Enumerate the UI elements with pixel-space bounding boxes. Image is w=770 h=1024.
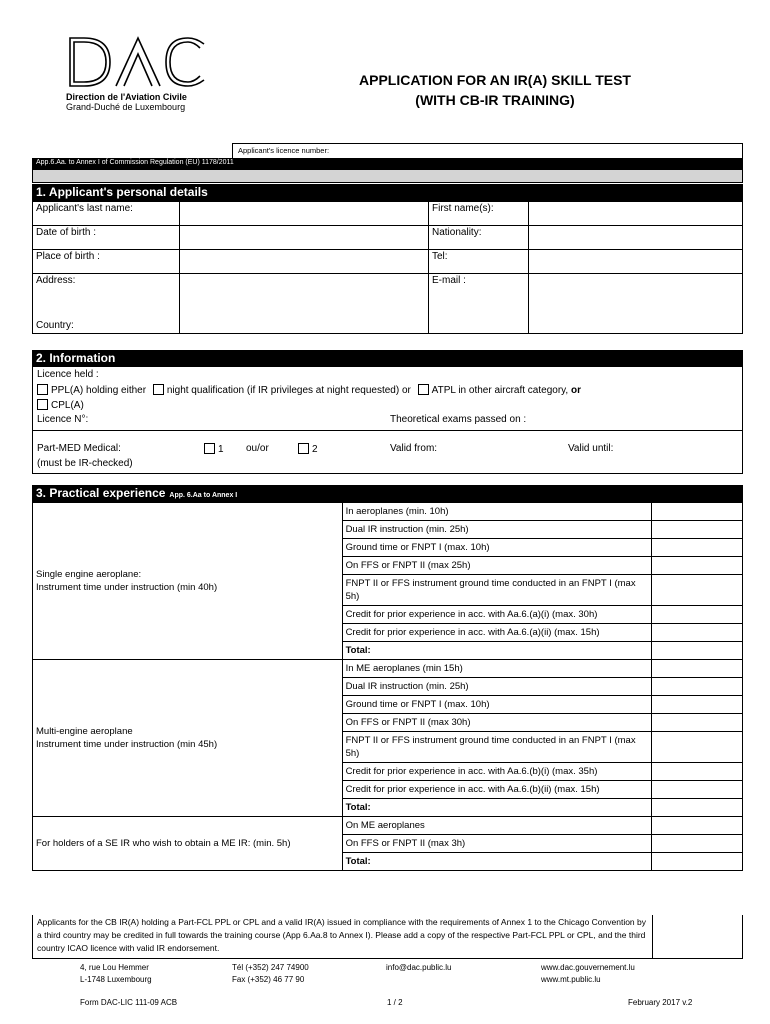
section2-heading: 2. Information — [32, 350, 743, 367]
group-label-line1: For holders of a SE IR who wish to obtain a ME IR: (min. 5h) — [36, 838, 291, 849]
first-name-input[interactable] — [529, 202, 743, 226]
valid-until-label: Valid until: — [568, 443, 614, 454]
class2-label: 2 — [312, 444, 318, 455]
class2-option — [298, 443, 318, 455]
valid-from-label: Valid from: — [390, 443, 438, 454]
footer-address2: L-1748 Luxembourg — [80, 975, 152, 984]
hours-input[interactable] — [652, 606, 743, 624]
experience-item: In aeroplanes (min. 10h) — [342, 503, 652, 521]
night-label: night qualification (if IR privileges at night requested) or — [166, 385, 411, 396]
logo-line1: Direction de l'Aviation Civile — [66, 92, 187, 102]
experience-item: On FFS or FNPT II (max 3h) — [342, 835, 652, 853]
experience-item: Ground time or FNPT I (max. 10h) — [342, 696, 652, 714]
footer-date: February 2017 v.2 — [628, 998, 693, 1007]
group-label-line2: Instrument time under instruction (min 40h) — [36, 582, 218, 593]
group-label-line1: Multi-engine aeroplane — [36, 726, 133, 737]
country-label: Country: — [36, 320, 74, 331]
or-label: or — [570, 385, 581, 396]
last-name-label: Applicant's last name: — [33, 202, 180, 226]
cpl-checkbox[interactable] — [37, 399, 48, 410]
divider — [33, 430, 742, 431]
group-label — [33, 660, 343, 817]
licence-number-field[interactable] — [232, 143, 743, 158]
regulation-bar: App.6.Aa. to Annex I of Commission Regulation (EU) 1178/2011 — [32, 158, 743, 170]
email-label: E-mail : — [429, 274, 529, 334]
cb-ir-note: Applicants for the CB IR(A) holding a Part-FCL PPL or CPL and a valid IR(A) issued in compliance with the requirements of Annex 1 to the Chicago Convention by a third country may be credited in full towards the training course (App 6.Aa.8 to Annex I). Please add a copy of the respective Part-FCL PPL or CPL, and the third country ICAO licence with valid IR endorsement. — [32, 915, 653, 959]
experience-item: FNPT II or FFS instrument ground time conducted in an FNPT I (max 5h) — [342, 732, 652, 763]
pob-input[interactable] — [180, 250, 429, 274]
experience-item: FNPT II or FFS instrument ground time conducted in an FNPT I (max 5h) — [342, 575, 652, 606]
address-label: Address: — [36, 275, 76, 286]
experience-item: Dual IR instruction (min. 25h) — [342, 678, 652, 696]
cpl-option — [37, 399, 84, 411]
experience-item: Credit for prior experience in acc. with Aa.6.(b)(i) (max. 35h) — [342, 763, 652, 781]
hours-input[interactable] — [652, 503, 743, 521]
section3-heading — [32, 485, 743, 502]
nationality-label: Nationality: — [429, 226, 529, 250]
dac-logo — [66, 34, 216, 112]
nationality-input[interactable] — [529, 226, 743, 250]
page-title — [300, 70, 690, 110]
email-input[interactable] — [529, 274, 743, 334]
table-row — [33, 503, 743, 521]
class1-option — [204, 443, 224, 455]
practical-experience-table — [32, 502, 743, 871]
licence-options — [37, 384, 581, 396]
experience-item: Credit for prior experience in acc. with Aa.6.(b)(ii) (max. 15h) — [342, 781, 652, 799]
licence-held-label: Licence held : — [37, 369, 99, 380]
theoretical-label: Theoretical exams passed on : — [390, 414, 527, 425]
hours-input[interactable] — [652, 521, 743, 539]
tel-input[interactable] — [529, 250, 743, 274]
hours-input[interactable] — [652, 853, 743, 871]
group-label — [33, 817, 343, 871]
experience-item: On ME aeroplanes — [342, 817, 652, 835]
logo-line2: Grand-Duché de Luxembourg — [66, 102, 186, 112]
group-label — [33, 503, 343, 660]
class2-checkbox[interactable] — [298, 443, 309, 454]
class1-checkbox[interactable] — [204, 443, 215, 454]
pob-label: Place of birth : — [33, 250, 180, 274]
dac-logo-mark — [66, 34, 211, 90]
grey-spacer — [32, 170, 743, 183]
atpl-checkbox[interactable] — [418, 384, 429, 395]
class1-label: 1 — [218, 444, 224, 455]
licence-number-label: Applicant's licence number: — [238, 146, 330, 155]
total-label: Total: — [342, 642, 652, 660]
dob-input[interactable] — [180, 226, 429, 250]
table-row — [33, 817, 743, 835]
experience-item: Credit for prior experience in acc. with Aa.6.(a)(i) (max. 30h) — [342, 606, 652, 624]
address-input[interactable] — [180, 274, 429, 334]
hours-input[interactable] — [652, 817, 743, 835]
experience-item: In ME aeroplanes (min 15h) — [342, 660, 652, 678]
title-line1: APPLICATION FOR AN IR(A) SKILL TEST — [359, 72, 631, 88]
licence-no-label: Licence N°: — [37, 414, 89, 425]
total-label: Total: — [342, 853, 652, 871]
hours-input[interactable] — [652, 557, 743, 575]
night-checkbox[interactable] — [153, 384, 164, 395]
first-name-label: First name(s): — [429, 202, 529, 226]
group-label-line2: Instrument time under instruction (min 45h) — [36, 739, 218, 750]
experience-item: On FFS or FNPT II (max 30h) — [342, 714, 652, 732]
footer-fax: Fax (+352) 46 77 90 — [232, 975, 305, 984]
experience-item: Credit for prior experience in acc. with Aa.6.(a)(ii) (max. 15h) — [342, 624, 652, 642]
experience-item: Ground time or FNPT I (max. 10h) — [342, 539, 652, 557]
hours-input[interactable] — [652, 835, 743, 853]
cb-ir-note-value[interactable] — [652, 915, 743, 959]
total-label: Total: — [342, 799, 652, 817]
footer-web1[interactable]: www.dac.gouvernement.lu — [541, 963, 635, 972]
address-label-cell — [33, 274, 180, 334]
hours-input[interactable] — [652, 660, 743, 678]
information-block — [32, 367, 743, 474]
hours-input[interactable] — [652, 678, 743, 696]
hours-input[interactable] — [652, 781, 743, 799]
footer-page-number: 1 / 2 — [387, 998, 403, 1007]
ppl-checkbox[interactable] — [37, 384, 48, 395]
table-row — [33, 660, 743, 678]
personal-details-table — [32, 201, 743, 334]
section1-heading: 1. Applicant's personal details — [32, 184, 743, 201]
medical-note: (must be IR-checked) — [37, 458, 133, 469]
hours-input[interactable] — [652, 642, 743, 660]
experience-item: On FFS or FNPT II (max 25h) — [342, 557, 652, 575]
hours-input[interactable] — [652, 763, 743, 781]
experience-item: Dual IR instruction (min. 25h) — [342, 521, 652, 539]
dob-label: Date of birth : — [33, 226, 180, 250]
hours-input[interactable] — [652, 696, 743, 714]
title-line2: (WITH CB-IR TRAINING) — [415, 92, 575, 108]
hours-input[interactable] — [652, 575, 743, 606]
ppl-label: PPL(A) holding either — [51, 385, 147, 396]
footer-web2[interactable]: www.mt.public.lu — [541, 975, 601, 984]
tel-label: Tel: — [429, 250, 529, 274]
footer-form-id: Form DAC-LIC 111-09 ACB — [80, 998, 178, 1007]
section3-subtitle: App. 6.Aa to Annex I — [169, 492, 238, 499]
section3-title: 3. Practical experience — [36, 486, 166, 500]
ouor-label: ou/or — [246, 443, 269, 454]
footer-email[interactable]: info@dac.public.lu — [386, 963, 452, 972]
hours-input[interactable] — [652, 624, 743, 642]
group-label-line1: Single engine aeroplane: — [36, 569, 142, 580]
last-name-input[interactable] — [180, 202, 429, 226]
footer-tel: Tél (+352) 247 74900 — [232, 963, 309, 972]
cpl-label: CPL(A) — [51, 400, 84, 411]
atpl-label: ATPL in other aircraft category, — [431, 385, 569, 396]
hours-input[interactable] — [652, 732, 743, 763]
medical-label: Part-MED Medical: — [37, 443, 121, 454]
hours-input[interactable] — [652, 799, 743, 817]
footer-address1: 4, rue Lou Hemmer — [80, 963, 149, 972]
hours-input[interactable] — [652, 714, 743, 732]
hours-input[interactable] — [652, 539, 743, 557]
